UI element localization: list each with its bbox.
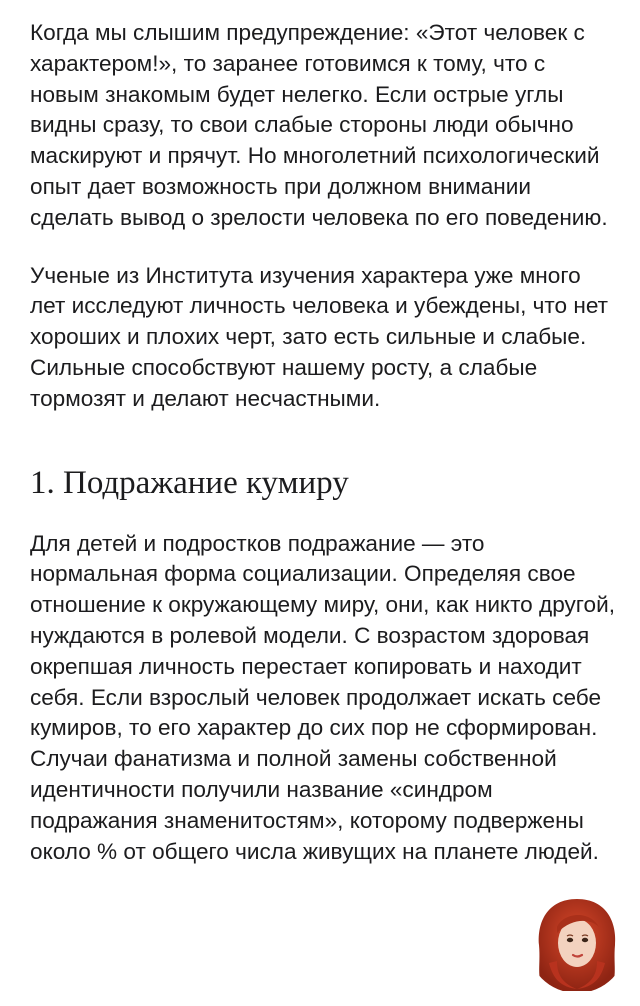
article-body bbox=[30, 18, 615, 867]
intro-paragraph-1: Когда мы слышим предупреждение: «Этот человек с характером!», то заранее готовимся к тому, что с новым знакомым будет нелегко. Если острые углы видны сразу, то свои слабые стороны люди обычно маскируют и прячут. Но многолетний психологический опыт дает возможность при должном внимании сделать вывод о зрелости человека по его поведению. bbox=[30, 20, 608, 230]
section-paragraph: Для детей и подростков подражание — это нормальная форма социализации. Определяя свое отношение к окружающему миру, они, как никто другой, нуждаются в ролевой модели. С возрастом здоровая окрепшая личность перестает копировать и находит себя. Если взрослый человек продолжает искать себе кумиров, то его характер до сих пор не сформирован. Случаи фанатизма и полной замены собственной идентичности получили название «синдром подражания знаменитостям», которому подвержены около % от общего числа живущих на планете людей. bbox=[30, 530, 616, 864]
section-heading: 1. Подражание кумиру bbox=[30, 464, 349, 501]
author-avatar[interactable] bbox=[527, 893, 627, 993]
intro-paragraph-2: Ученые из Института изучения характера уже много лет исследуют личность человека и убеждены, что нет хороших и плохих черт, зато есть сильные и слабые. Сильные способствуют нашему росту, а слабые тормозят и делают несчастными. bbox=[30, 262, 609, 411]
redhead-woman-avatar-icon bbox=[527, 893, 627, 993]
